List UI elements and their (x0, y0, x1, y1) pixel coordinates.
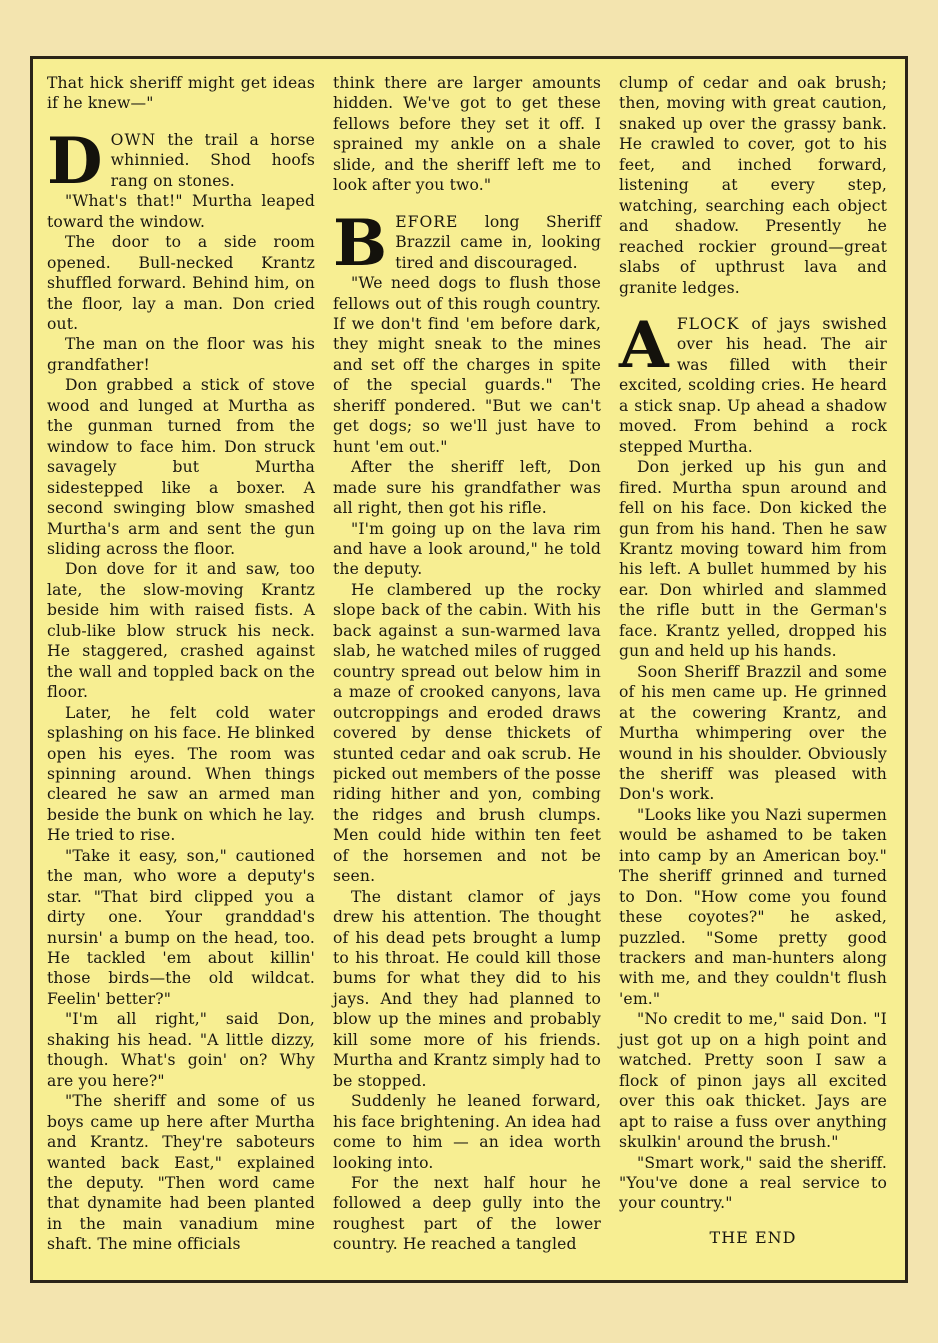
paragraph: That hick sheriff might get ideas if he knew—" (47, 74, 315, 113)
paragraph: clump of cedar and oak brush; then, moving with great caution, snaked up over the grassy bank. He crawled to cover, got to his feet, and inched forward, listening at every step, watching, searching each object and shadow. Presently he reached rockier ground—great slabs of upthrust lava and granite ledges. (619, 74, 887, 297)
paragraph: "What's that!" Murtha leaped toward the window. (47, 192, 315, 231)
paragraph: "Take it easy, son," cautioned the man, who wore a deputy's star. "That bird clipped you a dirty one. Your granddad's nursin' a bump on the head, too. He tackled 'em about killin' those birds—the old wildcat. Feelin' better?" (47, 846, 315, 1008)
text-column-2 (333, 73, 601, 1255)
paragraph: "We need dogs to flush those fellows out of this rough country. If we don't find 'em before dark, they might sneak to the mines and set off the charges in spite of the special guards." The sheriff pondered. "But we can't get dogs; so we'll just have to hunt 'em out." (333, 274, 601, 456)
text-column-1 (47, 73, 315, 1255)
paragraph (47, 123, 315, 199)
paragraph: The man on the floor was his grandfather! (47, 335, 315, 374)
paragraph: "Looks like you Nazi supermen would be ashamed to be taken into camp by an American boy." The sheriff grinned and turned to Don. "How come you found these coyotes?" he asked, puzzled. "Some pretty good trackers and man-hunters along with me, and they couldn't flush 'em." (619, 805, 887, 1008)
drop-cap: B (333, 205, 388, 281)
paragraph: "Smart work," said the sheriff. "You've done a real service to your country." (619, 1153, 887, 1213)
paragraph: Soon Sheriff Brazzil and some of his men came up. He grinned at the cowering Krantz, and Murtha whimpering over the wound in his shoulder. Obviously the sheriff was pleased with Don's work. (619, 662, 887, 804)
paragraph: "I'm all right," said Don, shaking his head. "A little dizzy, though. What's goin' on? Why are you here?" (47, 1010, 315, 1090)
paragraph: Suddenly he leaned forward, his face brightening. An idea had come to him — an idea worth looking into. (333, 1092, 601, 1172)
paragraph-text: the trail a horse whinnied. Shod hoofs rang on stones. (110, 130, 315, 190)
paragraph (619, 307, 887, 457)
paragraph: "No credit to me," said Don. "I just got up on a high point and watched. Pretty soon I saw a flock of pinon jays all excited over this oak thicket. Jays are apt to raise a fuss over anything skulkin' around the brush." (619, 1010, 887, 1152)
paragraph: "The sheriff and some of us boys came up here after Murtha and Krantz. They're saboteurs wanted back East," explained the deputy. "Then word came that dynamite had been planted in the main vanadium mine shaft. The mine officials (47, 1092, 315, 1254)
paragraph: The distant clamor of jays drew his attention. The thought of his dead pets brought a lump to his throat. He could kill those bums for what they did to his jays. And they had planned to blow up the mines and probably kill some more of his friends. Murtha and Krantz simply had to be stopped. (333, 887, 601, 1090)
text-column-3 (619, 73, 887, 1248)
paragraph: think there are larger amounts hidden. We've got to get these fellows before they set it off. I sprained my ankle on a shale slide, and the sheriff left me to look after you two." (333, 74, 601, 195)
paragraph: Don grabbed a stick of stove wood and lunged at Murtha as the gunman turned from the window to face him. Don struck savagely but Murtha sidestepped like a boxer. A second swinging blow smashed Murtha's arm and sent the gun sliding across the floor. (47, 376, 315, 558)
paragraph: Later, he felt cold water splashing on his face. He blinked open his eyes. The room was spinning around. When things cleared he saw an armed man beside the bunk on which he lay. He tried to rise. (47, 703, 315, 845)
paragraph: Don jerked up his gun and fired. Murtha spun around and fell on his face. Don kicked the gun from his hand. Then he saw Krantz moving toward him from his left. A bullet hummed by his ear. Don whirled and slammed the rifle butt in the German's face. Krantz yelled, dropped his gun and held up his hands. (619, 458, 887, 661)
lead-caps: FLOCK (676, 314, 740, 333)
paragraph-text: of jays swished over his head. The air was filled with their excited, scolding cries. He heard a stick snap. Up ahead a shadow moved. From behind a rock stepped Murtha. (619, 314, 887, 456)
paragraph: He clambered up the rocky slope back of the cabin. With his back against a sun-warmed lava slab, he watched miles of rugged country spread out below him in a maze of crooked canyons, lava outcroppings and eroded draws covered by dense thickets of stunted cedar and oak scrub. He picked out members of the posse riding hither and yon, combing the ridges and brush clumps. Men could hide within ten feet of the horsemen and not be seen. (333, 580, 601, 886)
lead-caps: OWN (110, 130, 157, 149)
paragraph (333, 205, 601, 281)
story-panel (30, 56, 908, 1283)
drop-cap: D (47, 123, 103, 199)
paragraph-text: long Sheriff Brazzil came in, looking tired and discouraged. (395, 212, 601, 272)
paragraph: "I'm going up on the lava rim and have a look around," he told the deputy. (333, 519, 601, 579)
the-end-label: THE END (709, 1227, 797, 1247)
drop-cap: A (619, 307, 669, 383)
lead-caps: EFORE (395, 212, 459, 231)
paragraph: For the next half hour he followed a deep gully into the roughest part of the lower country. He reached a tangled (333, 1174, 601, 1254)
paragraph: The door to a side room opened. Bull-necked Krantz shuffled forward. Behind him, on the floor, lay a man. Don cried out. (47, 233, 315, 333)
paragraph: After the sheriff left, Don made sure his grandfather was all right, then got his rifle. (333, 458, 601, 518)
paragraph: Don dove for it and saw, too late, the slow-moving Krantz beside him with raised fists. A club-like blow struck his neck. He staggered, crashed against the wall and toppled back on the floor. (47, 560, 315, 702)
